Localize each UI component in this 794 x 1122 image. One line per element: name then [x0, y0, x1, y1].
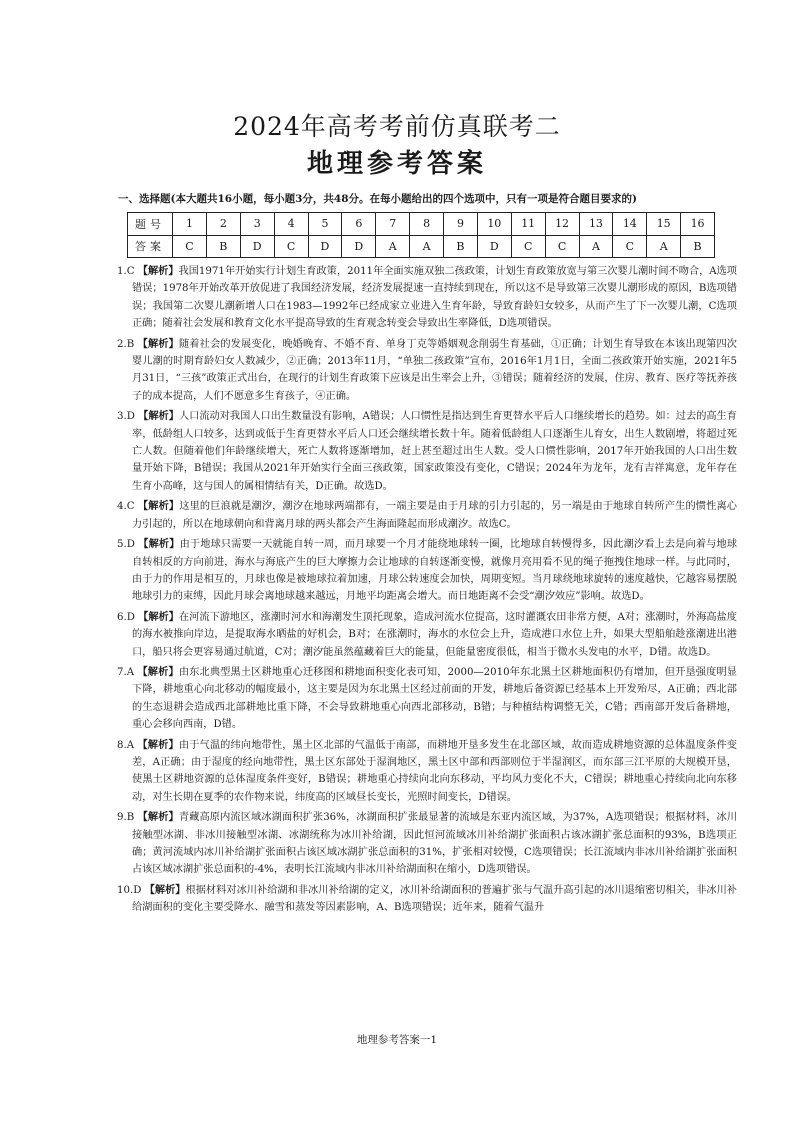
explanation-item — [117, 737, 737, 807]
explanation-item — [117, 536, 737, 606]
answer-table-answer-row — [128, 235, 715, 258]
answer-table-number-cell: 10 — [477, 213, 511, 236]
answer-table-answer-cell: C — [613, 235, 647, 258]
answer-table-answer-cell: D — [240, 235, 274, 258]
analysis-tag: 【解析】 — [137, 500, 180, 513]
answer-table-answer-cell: D — [308, 235, 342, 258]
answer-table-answer-cell: A — [376, 235, 410, 258]
question-answer: 6.D — [117, 611, 135, 623]
question-answer: 8.A — [117, 739, 135, 751]
answer-table-number-label: 题号 — [128, 213, 173, 236]
explanation-text: 青藏高原内流区域冰湖面积扩张36%，冰湖面积扩张最显著的流域是东亚内流区域，为37%，A选项错误；根据材料，冰川接触型冰湖、非冰川接触型冰湖、冰湖统称为冰川补给湖，因此恒河流域冰川补给湖扩张面积占该冰湖扩张总面积的93%，B选项正确；黄河流域内冰川补给湖扩张面积占该区域冰湖扩张总面积的31%，扩张相对较慢，C选项错误；长江流域内非冰川补给湖扩张面积占该区域冰湖扩张总面积的-4%，表明长江流域内非冰川补给湖面积在缩小，D选项错误。 — [132, 812, 738, 876]
answer-table-answer-cell: D — [342, 235, 376, 258]
answer-table-answer-cell: B — [444, 235, 478, 258]
explanation-text: 由东北典型黑土区耕地重心迁移图和耕地面积变化表可知，2000—2010年东北黑土区耕地面积仍有增加，但开垦强度明显下降，耕地重心向北移动的幅度最小，这主要是因为东北黑土区经过前面的开发，耕地后备资源已经基本上开发殆尽，A正确；西北部的生态退耕会造成西北部耕地比重下降，不会导致耕地重心向西北部移动，B错；与种植结构调整无关，C错；西南部开发后备耕地，重心会移向西南，D错。 — [132, 666, 737, 731]
explanation-item — [117, 882, 737, 917]
question-answer: 9.B — [117, 812, 135, 824]
answer-table-number-cell: 6 — [342, 213, 376, 236]
answer-table-answer-cell: B — [681, 235, 715, 258]
explanation-text: 在河流下游地区，涨潮时河水和海潮发生顶托现象，造成河流水位提高，这时灌溉农田非常方便，A对；涨潮时，外海高盐度的海水被推向岸边，是提取海水晒盐的好机会，B对；在涨潮时，海水的水位会上升，造成港口水位上升，如果大型船舶趁涨潮进出港口，船只将会更容易通过航道，C对；潮汐能虽然蕴藏着巨大的能量，但能量密度很低，相当于微水头发电的水平，D错。故选D。 — [132, 611, 737, 658]
question-answer: 3.D — [117, 411, 135, 423]
answer-table-answer-label: 答案 — [128, 235, 173, 258]
answer-table-number-cell: 15 — [647, 213, 681, 236]
answer-table — [127, 212, 715, 258]
explanation-item — [117, 809, 737, 879]
answer-table-answer-cell: C — [173, 235, 207, 258]
answer-table-number-row — [128, 213, 715, 236]
answer-table-number-cell: 13 — [579, 213, 613, 236]
answer-table-number-cell: 11 — [511, 213, 545, 236]
answer-table-number-cell: 5 — [308, 213, 342, 236]
explanation-item — [117, 498, 737, 533]
page-subtitle: 地理参考答案 — [306, 149, 487, 179]
explanation-item — [117, 336, 737, 406]
answer-table-answer-cell: C — [545, 235, 579, 258]
question-answer: 4.C — [117, 501, 135, 513]
answer-table-number-cell: 12 — [545, 213, 579, 236]
answer-table-number-cell: 7 — [376, 213, 410, 236]
answer-table-answer-cell: A — [647, 235, 681, 258]
analysis-tag: 【解析】 — [138, 538, 180, 551]
explanation-item — [117, 263, 737, 333]
answer-table-number-cell: 14 — [613, 213, 647, 236]
explanation-item — [117, 408, 737, 495]
answer-table-answer-cell: C — [511, 235, 545, 258]
question-answer: 10.D — [117, 884, 142, 896]
question-answer: 5.D — [117, 539, 135, 551]
answer-table-number-cell: 1 — [173, 213, 207, 236]
analysis-tag: 【解析】 — [138, 610, 179, 623]
analysis-tag: 【解析】 — [137, 665, 179, 678]
answer-table-answer-cell: B — [206, 235, 240, 258]
section-heading: 一、选择题(本大题共16小题，每小题3分，共48分。在每小题给出的四个选项中，只有一项是符合题目要求的) — [118, 193, 637, 205]
answer-table-number-cell: 16 — [681, 213, 715, 236]
explanations — [117, 263, 737, 920]
question-answer: 1.C — [117, 266, 135, 277]
question-answer: 7.A — [117, 666, 135, 678]
answer-table-answer-cell: C — [274, 235, 308, 258]
explanation-text: 由于地球只需要一天就能自转一周，而月球要一个月才能绕地球转一圈，比地球自转慢得多，因此潮汐看上去是向着与地球自转相反的方向前进，海水与海底产生的巨大摩擦力会让地球的自转逐渐变慢，就像月亮用看不见的绳子拖拽住地球一样。与此同时，由于力的作用是相互的，月球也像是被地球拉着加速，月球公转速度会加快，周期变短。当月球绕地球旋转的速度越快，它越容易摆脱地球引力的束缚，因此月球会离地球越来越远，月地平均距离会增大。而日地距离不会受“潮汐效应”影响。故选D。 — [132, 539, 738, 603]
analysis-tag: 【解析】 — [137, 265, 179, 277]
answer-table-number-cell: 8 — [410, 213, 444, 236]
answer-table-number-cell: 4 — [274, 213, 308, 236]
question-answer: 2.B — [117, 338, 135, 350]
answer-table-number-cell: 2 — [206, 213, 240, 236]
analysis-tag: 【解析】 — [137, 337, 179, 350]
page-footer: 地理参考答案一1 — [356, 1034, 438, 1046]
analysis-tag: 【解析】 — [137, 811, 179, 824]
explanation-text: 我国1971年开始实行计划生育政策，2011年全面实施双独二孩政策，计划生育政策放宽与第三次婴儿潮时间不吻合，A选项错误；1978年开始改革开放促进了我国经济发展，经济发展提速一直持续到现在，所以这不是导致第三次婴儿潮形成的原因，B选项错误；我国第二次婴儿潮新增人口在1983—1992年已经成家立业进入生育年龄，导致育龄妇女较多，从而产生了下一次婴儿潮，C选项正确；随着社会发展和教育文化水平提高导致的生育观念转变会导致出生率降低，D选项错误。 — [132, 266, 737, 330]
answer-table-answer-cell: A — [579, 235, 613, 258]
page-title: 2024年高考考前仿真联考二 — [233, 112, 561, 141]
answer-table-answer-cell: A — [410, 235, 444, 258]
explanation-text: 这里的巨浪就是潮汐，潮汐在地球两端都有，一端主要是由于月球的引力引起的，另一端是由于地球自转所产生的惯性离心力引起的，所以在地球朝向和背离月球的两头都会产生海面隆起而形成潮汐。故选C。 — [132, 501, 737, 530]
analysis-tag: 【解析】 — [144, 883, 186, 896]
analysis-tag: 【解析】 — [137, 738, 179, 751]
explanation-text: 随着社会的发展变化，晚婚晚育、不婚不育、单身丁克等婚姻观念削弱生育基础，①正确；计划生育导致在本该出现第四次婴儿潮的时期育龄妇女人数减少，②正确；2013年11月，“单独二孩政策”宣布，2016年1月1日，全面二孩政策开始实施，2021年5月31日，“三孩”政策正式出台，在现行的计划生育政策下应该是出生率会上升，③错误；随着经济的发展，住房、教育、医疗等抚养孩子的成本提高，人们不愿意多生育孩子，④正确。 — [132, 338, 737, 402]
explanation-text: 人口流动对我国人口出生数量没有影响，A错误；人口惯性是指达到生育更替水平后人口继续增长的趋势。如：过去的高生育率，低龄组人口较多，达到或低于生育更替水平后人口还会继续增长数十年。随着低龄组人口逐渐生儿育女，出生人数剧增，将超过死亡人数。但随着他们年龄继续增大，死亡人数将逐渐增加，赶上甚至超过出生人数。受人口惯性影响，2017年开始我国的人口出生数量开始下降，B错误；我国从2021年开始实行全面三孩政策，国家政策没有变化，C错误；2024年为龙年，龙有吉祥寓意，龙年存在生育小高峰，这与国人的属相情结有关，D正确。故选D。 — [132, 411, 737, 492]
analysis-tag: 【解析】 — [138, 410, 179, 423]
answer-table-number-cell: 3 — [240, 213, 274, 236]
answer-table-answer-cell: D — [477, 235, 511, 258]
answer-table-number-cell: 9 — [444, 213, 478, 236]
explanation-text: 根据材料对冰川补给湖和非冰川补给湖的定义，冰川补给湖面积的普遍扩张与气温升高引起的冰川退缩密切相关，非冰川补给湖面积的变化主要受降水、融雪和蒸发等因素影响，A、B选项错误；近年来，随着气温升 — [132, 884, 737, 914]
explanation-item — [117, 609, 737, 661]
explanation-text: 由于气温的纬向地带性，黑土区北部的气温低于南部，而耕地开垦多发生在北部区域，故而造成耕地资源的总体温度条件变差，A正确；由于湿度的经向地带性，黑土区东部处于湿润地区，黑土区中部和西部则位于半湿润区，而东部三江平原的大规模开垦，使黑土区耕地资源的总体湿度条件变好，B错误；耕地重心持续向北向东移动，平均风力变化不大，C错误；耕地重心持续向北向东移动，对生长期在夏季的农作物来说，纬度高的区域昼长变长，光照时间变长，D错误。 — [132, 739, 737, 803]
explanation-item — [117, 664, 737, 734]
